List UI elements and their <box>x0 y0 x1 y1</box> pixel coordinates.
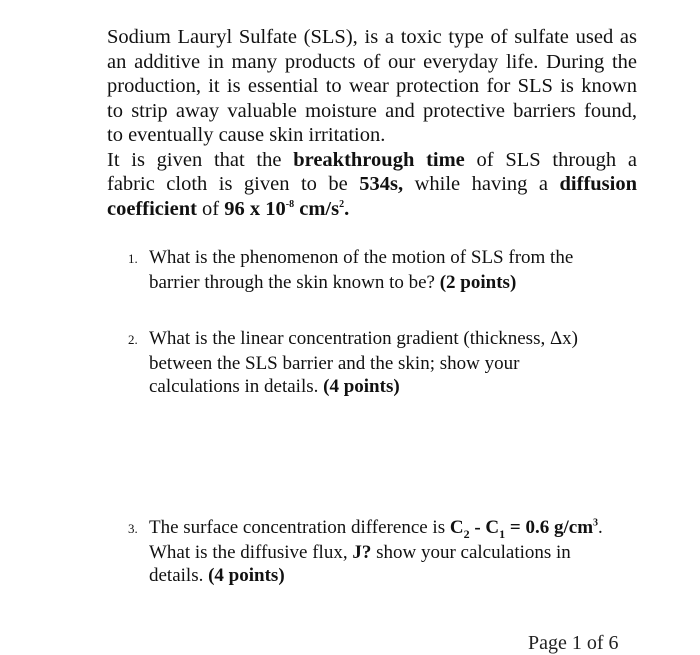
given-term-diffusion: diffusion <box>559 173 638 195</box>
question-text: calculations in details. <box>149 376 319 397</box>
coefficient-exponent: -8 <box>285 198 295 210</box>
given-value-coefficient <box>224 198 349 220</box>
question-text: barrier through the skin known to be? <box>149 271 435 293</box>
question-line <box>128 516 608 541</box>
intro-line: production, it is essential to wear protection for SLS is known <box>107 75 637 97</box>
question-line <box>128 271 608 295</box>
question-3 <box>128 516 608 588</box>
page-footer: Page 1 of 6 <box>528 632 619 654</box>
given-text: of <box>202 197 220 220</box>
given-text: of SLS through a <box>476 148 637 171</box>
symbol-c: C <box>449 517 464 538</box>
concentration-difference <box>449 517 599 541</box>
question-text: details. <box>149 565 204 586</box>
intro-paragraph-1 <box>107 25 637 148</box>
subscript: 2 <box>463 526 470 541</box>
question-text: What is the phenomenon of the motion of SLS from the <box>149 247 574 268</box>
given-line-1 <box>107 148 637 173</box>
question-number: 3. <box>128 521 138 536</box>
question-points: (4 points) <box>208 565 285 586</box>
question-number: 2. <box>128 332 138 347</box>
question-text: between the SLS barrier and the skin; show your <box>149 352 520 374</box>
given-term-breakthrough: breakthrough time <box>293 148 465 171</box>
unit-exponent: 3 <box>593 517 599 529</box>
question-1 <box>128 246 608 294</box>
question-line <box>128 541 608 565</box>
given-value-time: 534s, <box>359 173 404 195</box>
question-points: (2 points) <box>439 271 517 293</box>
concentration-value: = 0.6 g/cm <box>505 517 594 538</box>
question-line <box>128 246 608 271</box>
question-2 <box>128 327 608 399</box>
given-line-2 <box>107 172 637 197</box>
question-text: What is the linear concentration gradient (thickness, Δx) <box>149 328 579 349</box>
problem-intro <box>107 25 637 221</box>
given-text: while having a <box>414 173 549 195</box>
coefficient-base: 96 x 10 <box>224 197 286 220</box>
question-text: The surface concentration difference is <box>149 517 446 538</box>
symbol-flux: J? <box>352 541 372 563</box>
question-line <box>128 375 608 399</box>
intro-line: to strip away valuable moisture and protective barriers found, <box>107 99 637 122</box>
coefficient-unit: cm/s <box>294 197 340 220</box>
given-term-coefficient: coefficient <box>107 197 197 220</box>
intro-paragraph-2 <box>107 148 637 222</box>
question-points: (4 points) <box>323 376 400 397</box>
given-text: fabric cloth is given to be <box>107 173 348 195</box>
question-line <box>128 327 608 352</box>
intro-line: to eventually cause skin irritation. <box>107 124 386 146</box>
sentence-end: . <box>344 197 350 220</box>
question-line <box>128 352 608 376</box>
question-number: 1. <box>128 251 138 266</box>
intro-line: Sodium Lauryl Sulfate (SLS), is a toxic type of sulfate used as <box>107 26 637 48</box>
unit-exponent: 2 <box>339 198 345 210</box>
sentence-end: . <box>598 517 603 538</box>
operator: - <box>469 517 486 538</box>
given-text: It is given that the <box>107 148 282 171</box>
intro-line: an additive in many products of our everyday life. During the <box>107 50 637 73</box>
question-text: show your calculations in <box>376 541 571 563</box>
question-line <box>128 564 608 588</box>
given-line-3 <box>107 197 637 222</box>
subscript: 1 <box>499 526 506 541</box>
symbol-c: C <box>485 517 500 538</box>
question-text: What is the diffusive flux, <box>149 541 348 563</box>
